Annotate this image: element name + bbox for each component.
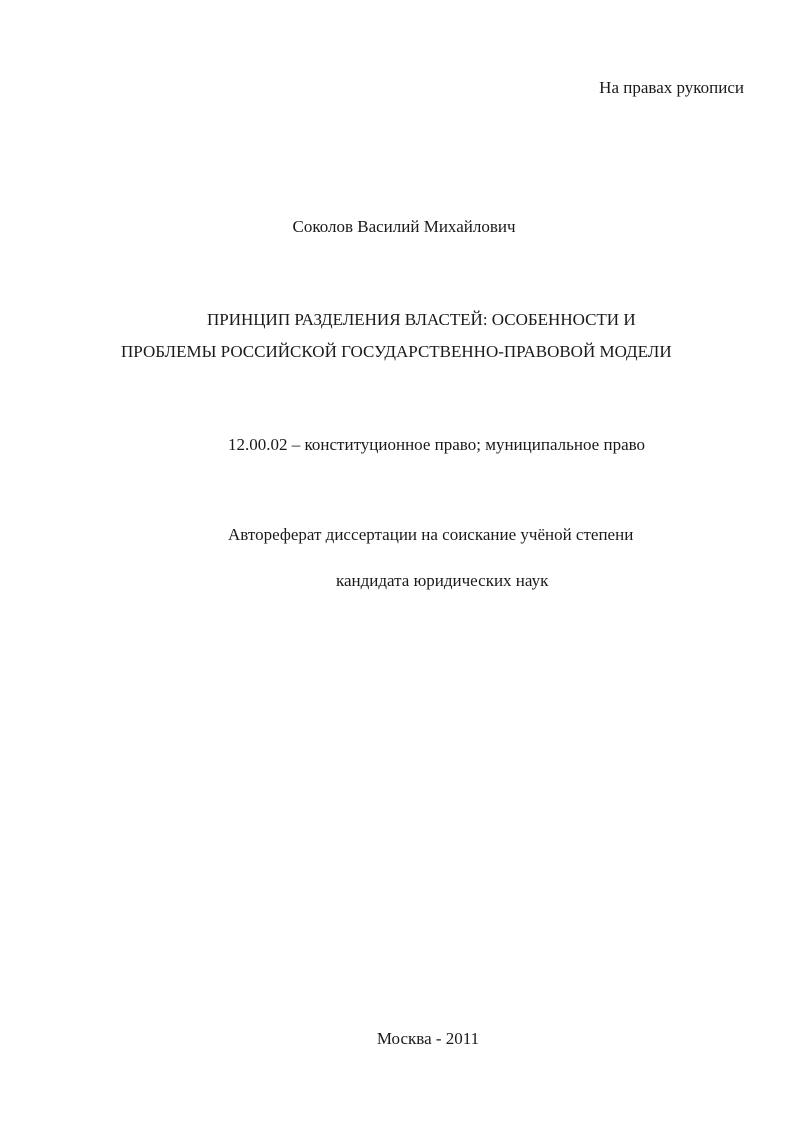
specialty-code: 12.00.02 – конституционное право; муниципальное право xyxy=(228,435,646,454)
author-name: Соколов Василий Михайлович xyxy=(292,217,516,236)
title-line-2: ПРОБЛЕМЫ РОССИЙСКОЙ ГОСУДАРСТВЕННО-ПРАВОВОЙ МОДЕЛИ xyxy=(121,342,672,361)
rights-note: На правах рукописи xyxy=(599,78,744,97)
title-line-1: ПРИНЦИП РАЗДЕЛЕНИЯ ВЛАСТЕЙ: ОСОБЕННОСТИ И xyxy=(207,310,636,329)
abstract-line-2: кандидата юридических наук xyxy=(336,571,549,590)
abstract-line-1: Автореферат диссертации на соискание учёной степени xyxy=(228,525,634,544)
city-year: Москва - 2011 xyxy=(376,1029,480,1048)
